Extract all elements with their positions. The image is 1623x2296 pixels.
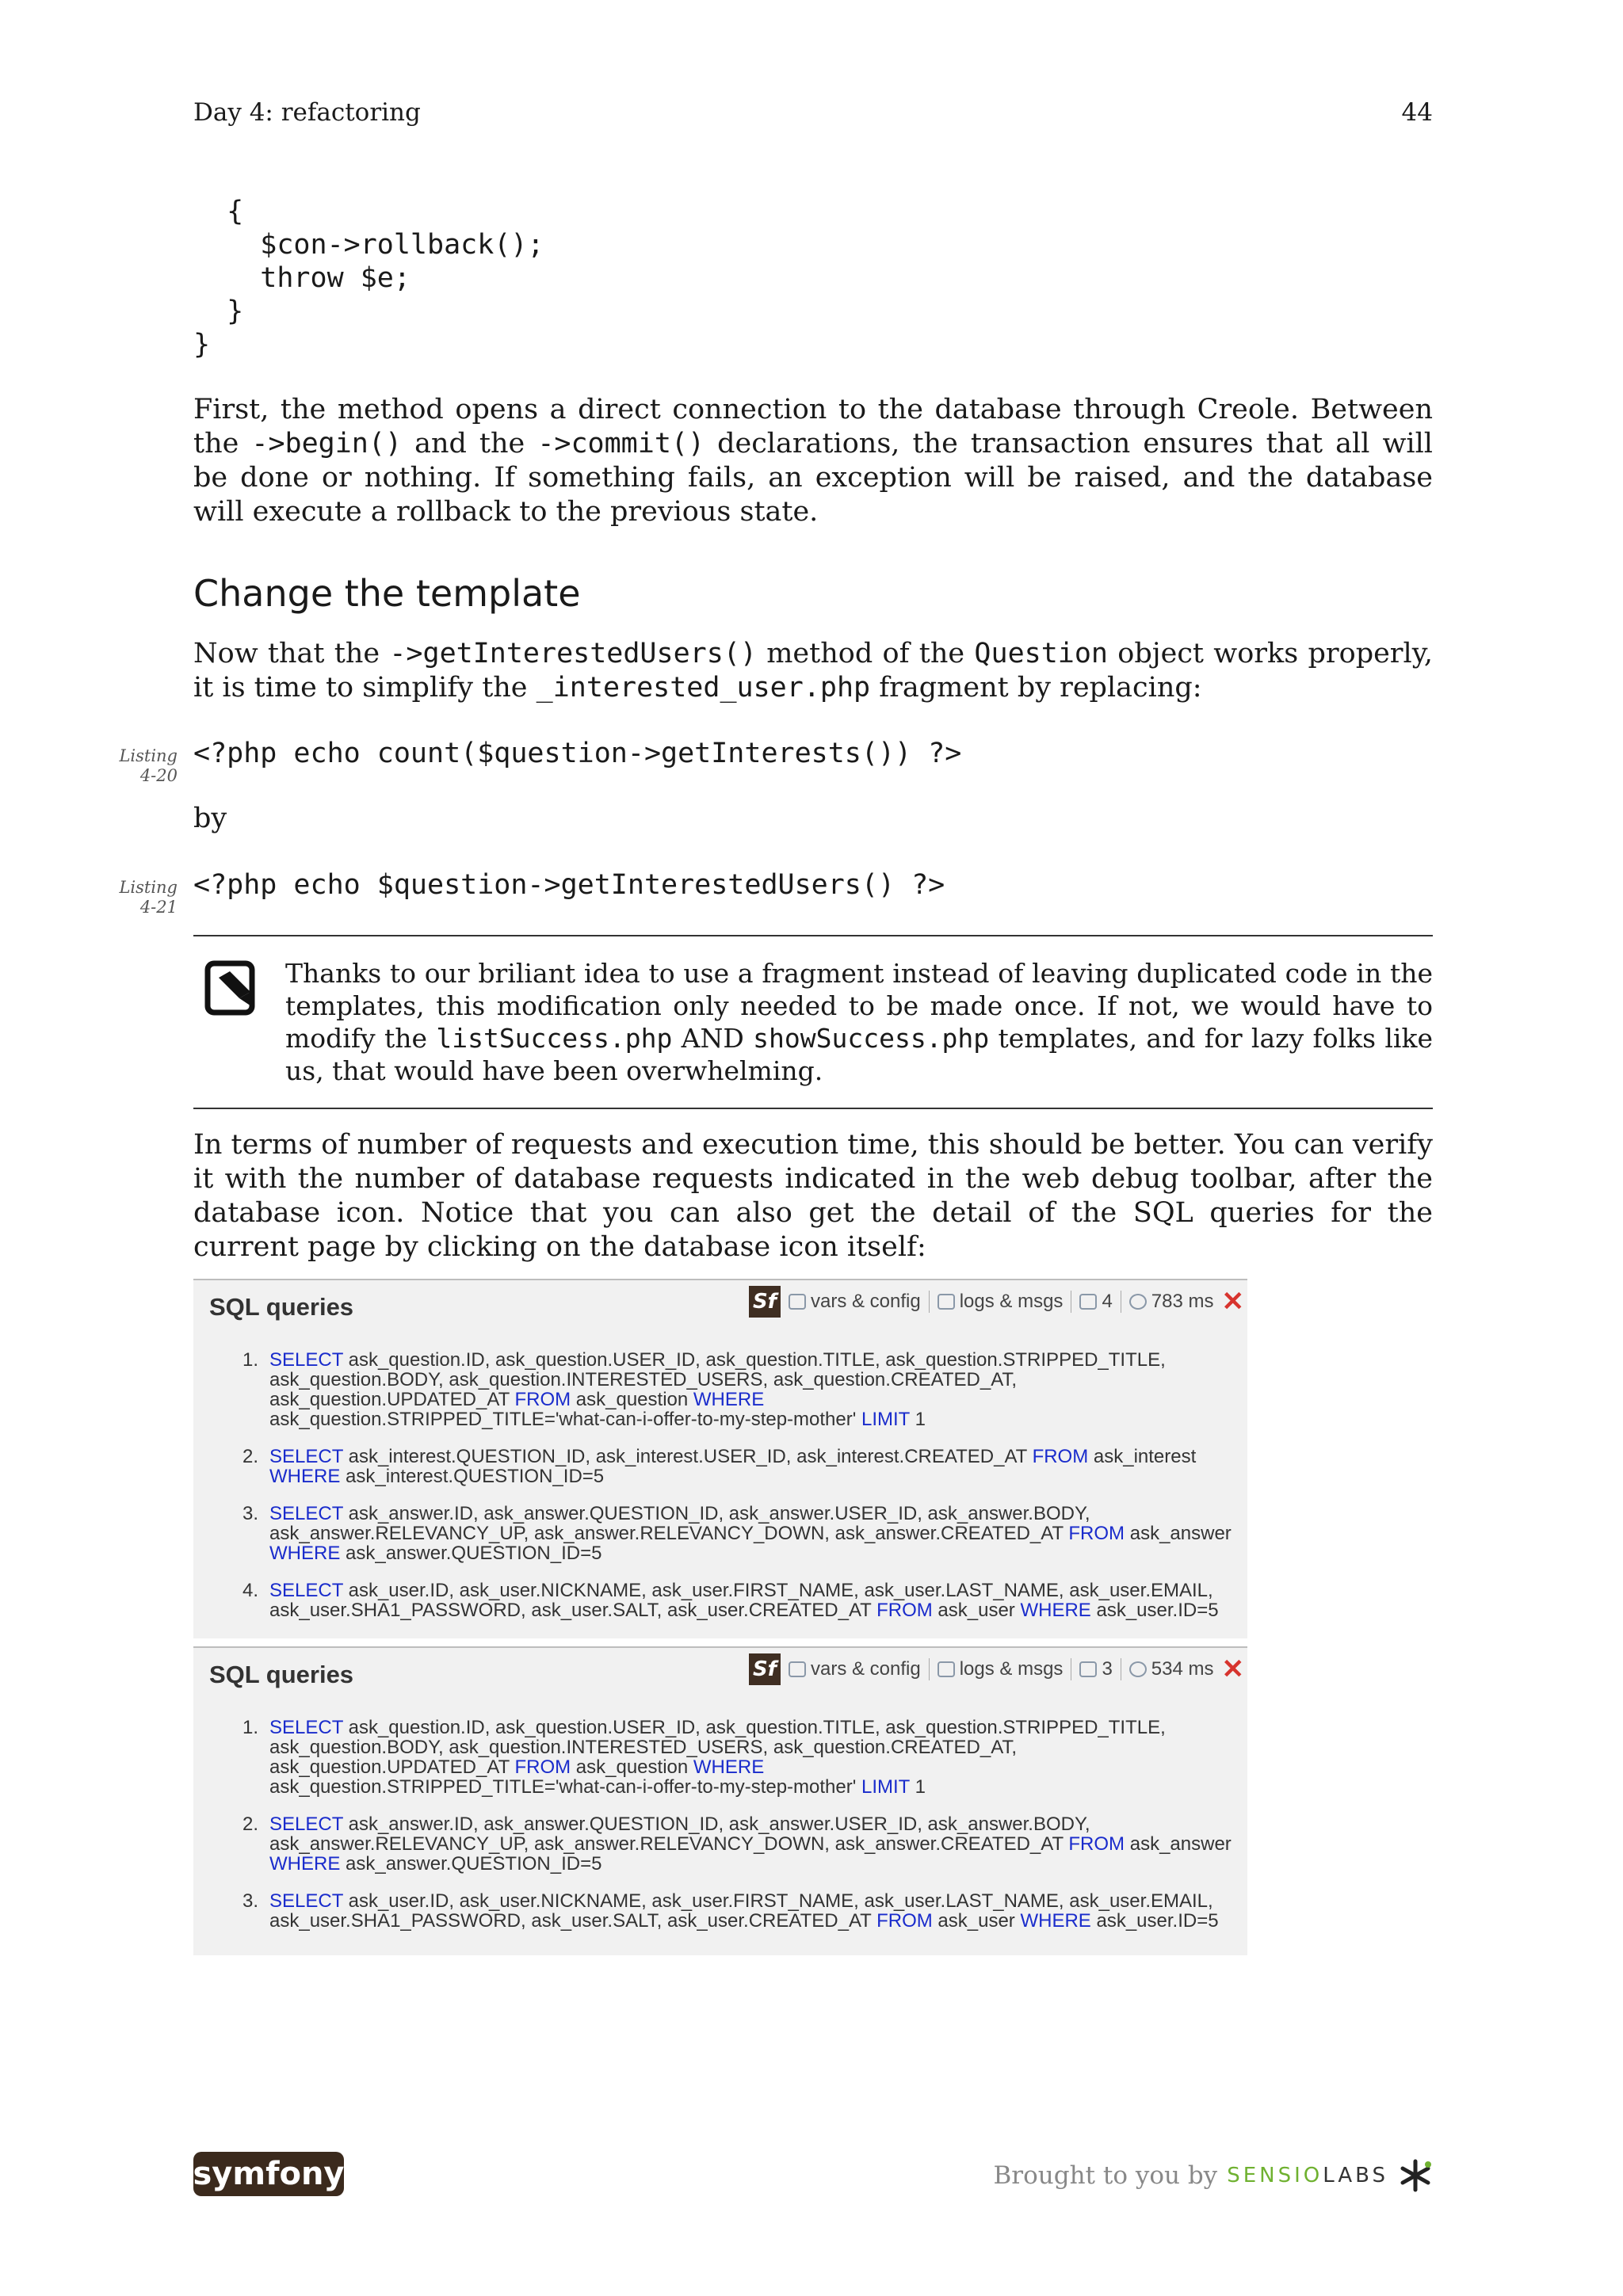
query-text: SELECT ask_answer.ID, ask_answer.QUESTION_ID, ask_answer.USER_ID, ask_answer.BODY, ask_answer.RELEVANCY_UP, ask_answer.RELEVANCY_DOWN, ask_answer.CREATED_AT FROM ask_answer WHERE ask_answer.QUESTION_ID=5 — [269, 1503, 1232, 1564]
note-top-rule — [193, 935, 1433, 936]
listing-label-4-21: Listing 4-21 — [119, 878, 178, 917]
vars-config-button[interactable]: vars & config — [789, 1658, 921, 1680]
sql-queries-title: SQL queries — [209, 1661, 354, 1688]
query-text: SELECT ask_question.ID, ask_question.USER_ID, ask_question.TITLE, ask_question.STRIPPED_TITLE, ask_question.BODY, ask_question.INTERESTED_USERS, ask_question.CREATED_AT, ask_question.UPDATED_AT FROM ask_question WHERE ask_question.STRIPPED_TITLE='what-can-i-offer-to-my-step-mother' LIMIT 1 — [269, 1717, 1166, 1798]
note-text: Thanks to our briliant idea to use a fragment instead of leaving duplicated code in the templates, this modification only needed to be made once. If not, we would have to modify the listSuccess.php AND showSuccess.php templates, and for lazy folks like us, that would have been overwhelming. — [285, 958, 1433, 1086]
sql-query-item — [216, 1891, 1238, 1931]
symfony-logo: symfony — [193, 2152, 344, 2196]
web-debug-toolbar — [749, 1280, 1247, 1323]
symfony-sf-logo[interactable]: Sf — [749, 1286, 781, 1318]
vars-config-button[interactable]: vars & config — [789, 1291, 921, 1313]
query-number: 2. — [242, 1446, 258, 1467]
sql-query-list — [216, 1718, 1238, 1948]
sql-queries-screenshot-1 — [193, 1279, 1247, 1638]
clock-icon — [1129, 1294, 1147, 1310]
note-bottom-rule — [193, 1108, 1433, 1109]
timer-button[interactable]: 534 ms — [1129, 1658, 1214, 1680]
running-header-chapter: Day 4: refactoring — [193, 98, 421, 127]
database-queries-button[interactable]: 3 — [1079, 1658, 1112, 1680]
note-icon — [204, 960, 260, 1020]
query-number: 4. — [242, 1580, 258, 1601]
clock-icon — [1129, 1661, 1147, 1677]
sql-query-item — [216, 1581, 1238, 1620]
sql-query-item — [216, 1447, 1238, 1486]
logs-icon — [938, 1294, 955, 1310]
by-text: by — [193, 803, 227, 834]
query-number: 3. — [242, 1890, 258, 1912]
logs-msgs-button[interactable]: logs & msgs — [938, 1291, 1064, 1313]
logs-icon — [938, 1661, 955, 1677]
logs-msgs-button[interactable]: logs & msgs — [938, 1658, 1064, 1680]
query-number: 1. — [242, 1349, 258, 1371]
database-queries-button[interactable]: 4 — [1079, 1291, 1112, 1313]
sensiolabs-star-icon — [1398, 2158, 1433, 2193]
database-icon — [1079, 1294, 1097, 1310]
query-text: SELECT ask_user.ID, ask_user.NICKNAME, ask_user.FIRST_NAME, ask_user.LAST_NAME, ask_user.EMAIL, ask_user.SHA1_PASSWORD, ask_user.SALT, ask_user.CREATED_AT FROM ask_user WHERE ask_user.ID=5 — [269, 1890, 1219, 1932]
paragraph-transaction: First, the method opens a direct connection to the database through Creole. Between the ->begin() and the ->commit() declarations, the transaction ensures that all will be done or nothing. If something fails, an exception will be raised, and the database will execute a rollback to the previous state. — [193, 394, 1434, 528]
query-number: 3. — [242, 1503, 258, 1524]
query-text: SELECT ask_question.ID, ask_question.USER_ID, ask_question.TITLE, ask_question.STRIPPED_TITLE, ask_question.BODY, ask_question.INTERESTED_USERS, ask_question.CREATED_AT, ask_question.UPDATED_AT FROM ask_question WHERE ask_question.STRIPPED_TITLE='what-can-i-offer-to-my-step-mother' LIMIT 1 — [269, 1349, 1166, 1430]
listing-code-4-20: <?php echo count($question->getInterests()) ?> — [193, 738, 962, 769]
sql-query-list — [216, 1350, 1238, 1638]
query-number: 2. — [242, 1814, 258, 1835]
listing-label-4-20: Listing 4-20 — [119, 746, 178, 785]
sql-query-item — [216, 1814, 1238, 1874]
sql-query-item — [216, 1718, 1238, 1797]
close-icon[interactable]: ✕ — [1221, 1287, 1244, 1317]
vars-icon — [789, 1661, 806, 1677]
query-text: SELECT ask_answer.ID, ask_answer.QUESTION_ID, ask_answer.USER_ID, ask_answer.BODY, ask_answer.RELEVANCY_UP, ask_answer.RELEVANCY_DOWN, ask_answer.CREATED_AT FROM ask_answer WHERE ask_answer.QUESTION_ID=5 — [269, 1814, 1232, 1875]
web-debug-toolbar — [749, 1648, 1247, 1691]
close-icon[interactable]: ✕ — [1221, 1654, 1244, 1684]
query-number: 1. — [242, 1717, 258, 1738]
database-icon — [1079, 1661, 1097, 1677]
timer-button[interactable]: 783 ms — [1129, 1291, 1214, 1313]
sensiolabs-logo-text: SENSIOLABS — [1227, 2164, 1388, 2187]
footer-credit — [994, 2158, 1433, 2193]
code-block-top: { $con->rollback(); throw $e; } } — [193, 196, 544, 360]
listing-code-4-21: <?php echo $question->getInterestedUsers() ?> — [193, 869, 945, 901]
query-text: SELECT ask_user.ID, ask_user.NICKNAME, ask_user.FIRST_NAME, ask_user.LAST_NAME, ask_user.EMAIL, ask_user.SHA1_PASSWORD, ask_user.SALT, ask_user.CREATED_AT FROM ask_user WHERE ask_user.ID=5 — [269, 1580, 1219, 1621]
vars-icon — [789, 1294, 806, 1310]
sql-queries-title: SQL queries — [209, 1293, 354, 1321]
paragraph-template: Now that the ->getInterestedUsers() method of the Question object works properly, it is time to simplify the _interested_user.php fragment by replacing: — [193, 638, 1433, 704]
section-heading: Change the template — [193, 572, 581, 615]
paragraph-debug-toolbar: In terms of number of requests and execution time, this should be better. You can verify it with the number of database requests indicated in the web debug toolbar, after the database icon. Notice that you can also get the detail of the SQL queries for the current page by clicking on the database icon itself: — [193, 1129, 1433, 1263]
brought-to-you-text: Brought to you by — [993, 2161, 1218, 2190]
sql-query-item — [216, 1504, 1238, 1563]
sql-query-item — [216, 1350, 1238, 1429]
sql-queries-screenshot-2 — [193, 1646, 1247, 1955]
query-text: SELECT ask_interest.QUESTION_ID, ask_interest.USER_ID, ask_interest.CREATED_AT FROM ask_interest WHERE ask_interest.QUESTION_ID=5 — [269, 1446, 1197, 1487]
symfony-sf-logo[interactable]: Sf — [749, 1653, 781, 1685]
page-number: 44 — [1401, 98, 1433, 127]
